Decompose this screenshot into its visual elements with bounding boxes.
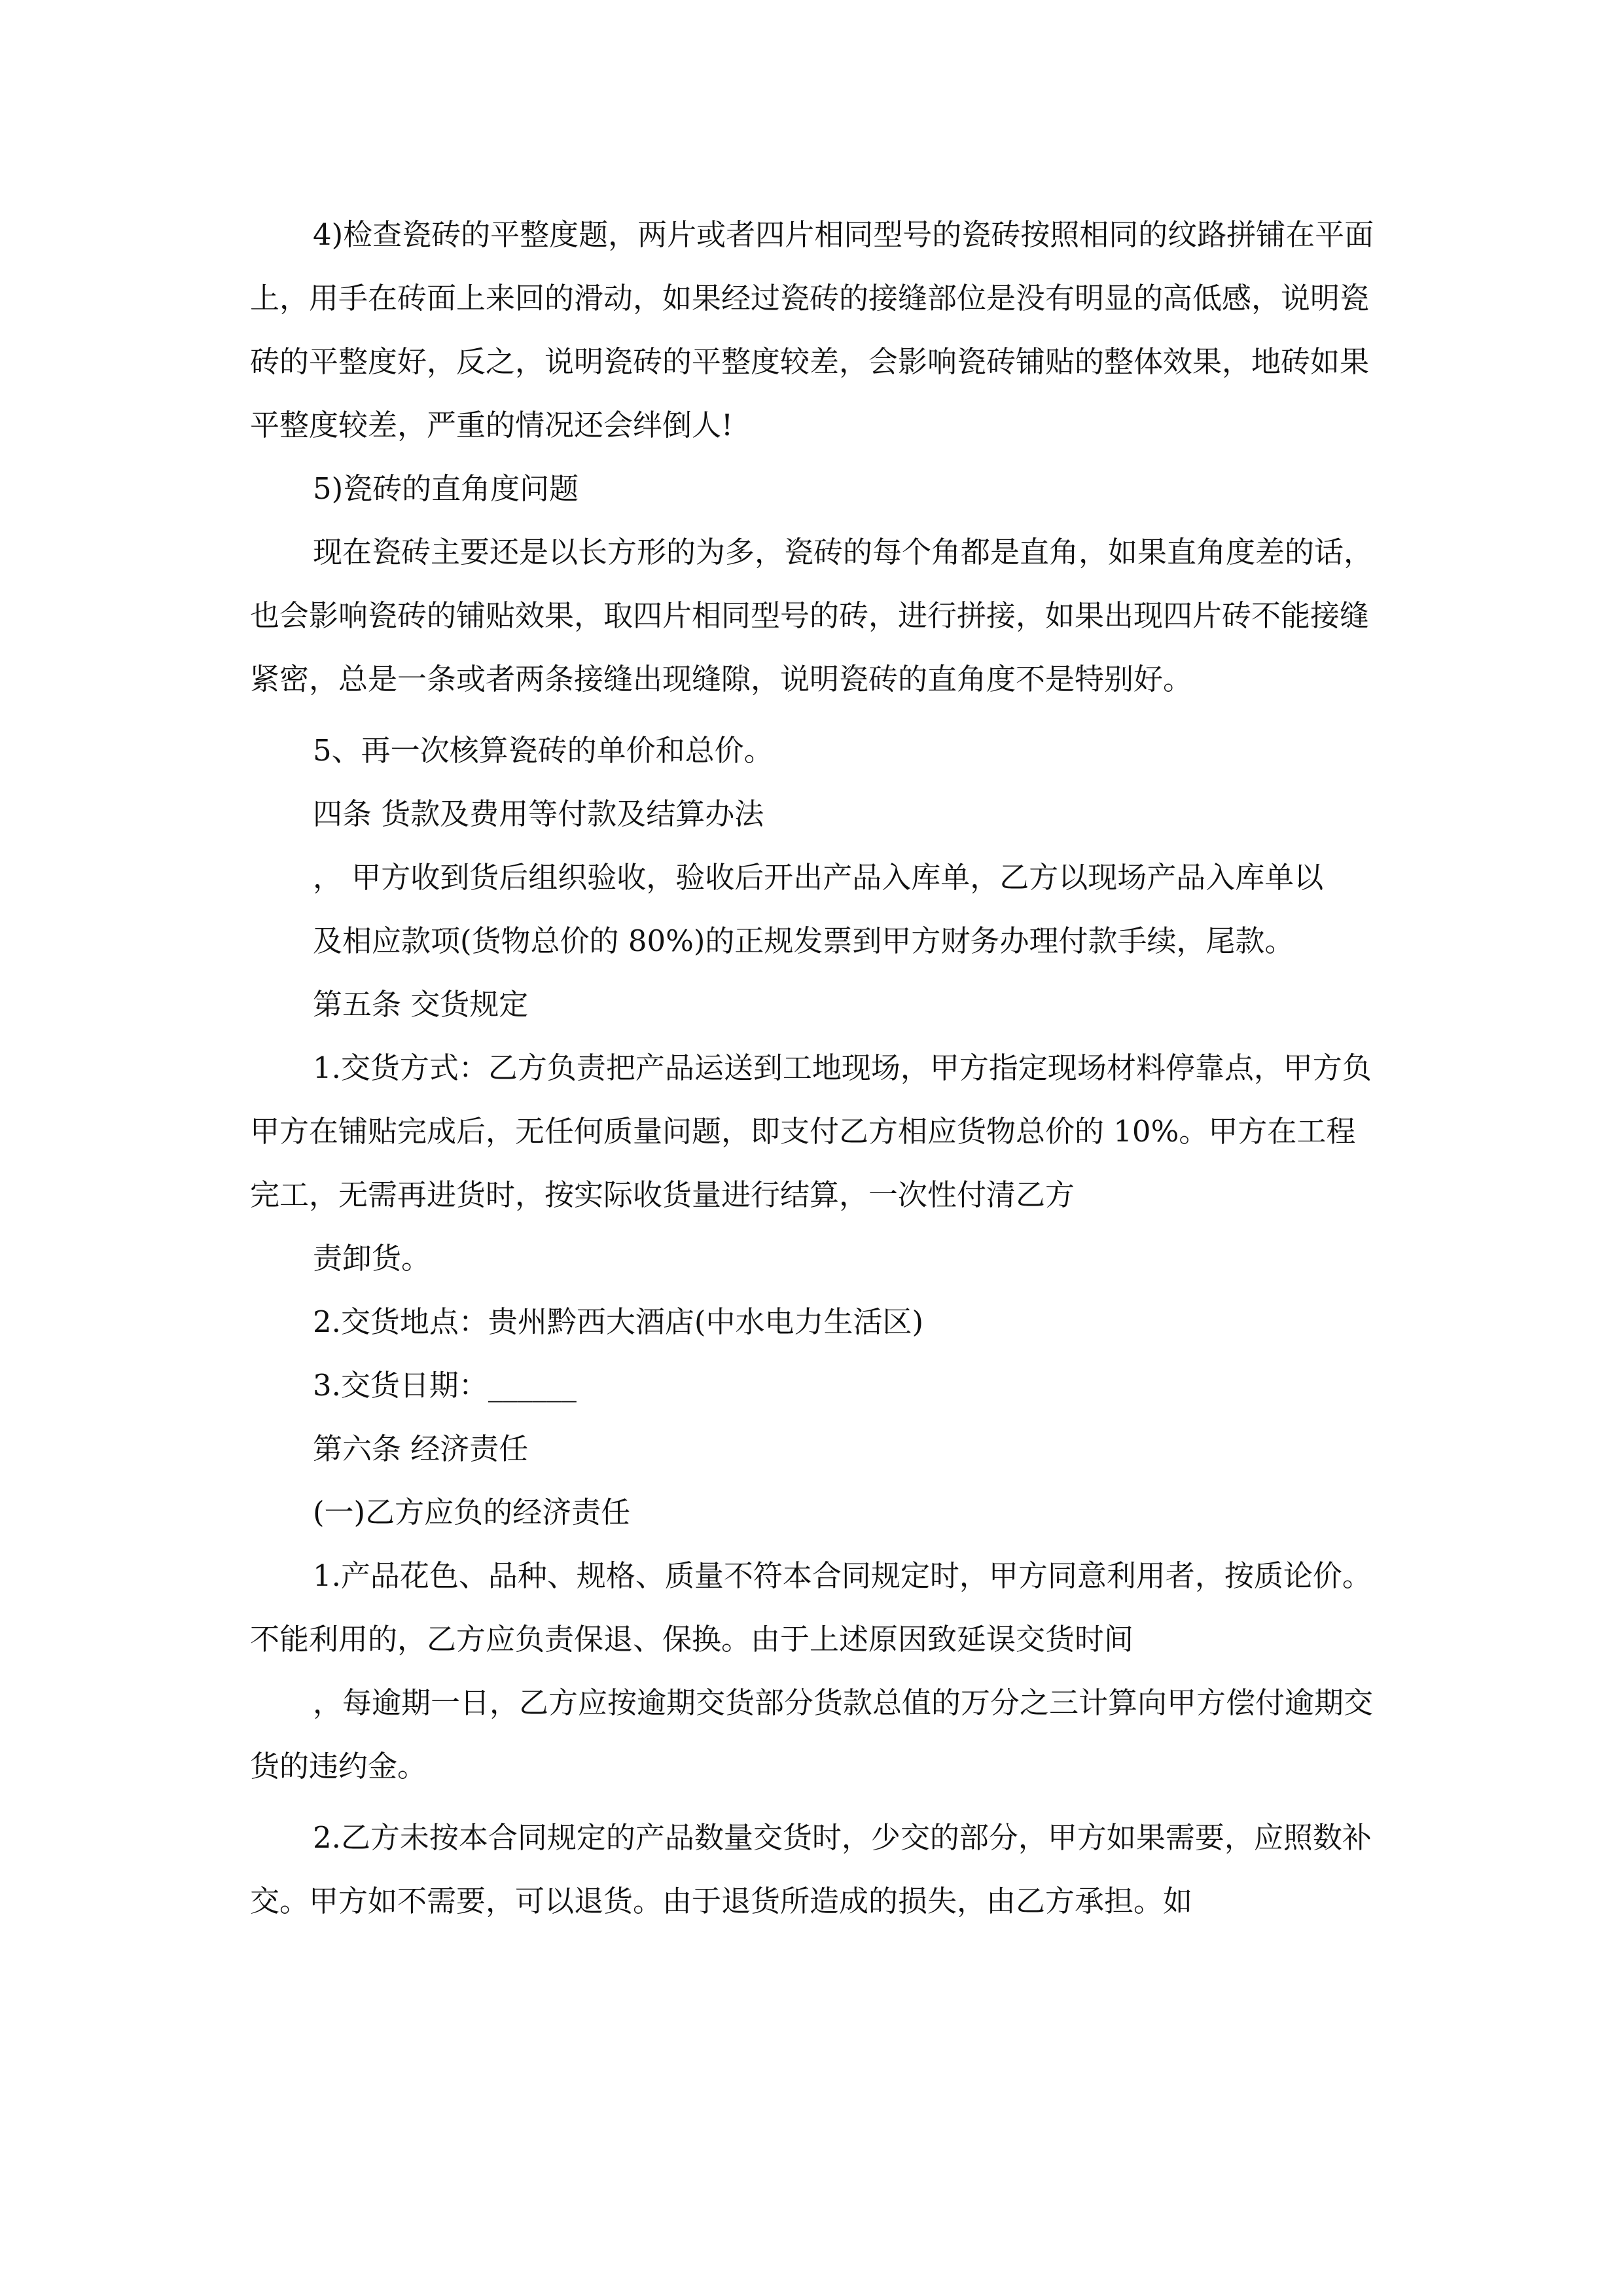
paragraph-late-penalty: ，每逾期一日，乙方应按逾期交货部分货款总值的万分之三计算向甲方偿付逾期交 货的违约金。 [250, 1685, 1374, 1784]
paragraph-payment-acceptance: ， 甲方收到货后组织验收，验收后开出产品入库单，乙方以现场产品入库单以 [313, 860, 1324, 895]
paragraph-payment-invoice: 及相应款项(货物总价的 80%)的正规发票到甲方财务办理付款手续，尾款。 [313, 924, 1294, 958]
section-title-payment: 四条 货款及费用等付款及结算办法 [313, 797, 764, 831]
paragraph-delivery-location: 2.交货地点：贵州黔西大酒店(中水电力生活区) [313, 1304, 924, 1339]
document-body [250, 203, 1382, 1933]
subsection-title-party-b: (一)乙方应负的经济责任 [313, 1495, 631, 1530]
paragraph-delivery-date: 3.交货日期：______ [313, 1368, 577, 1403]
paragraph-quantity-shortfall: 2.乙方未按本合同规定的产品数量交货时，少交的部分，甲方如果需要，应照数补交。甲方如不需要，可以退货。由于退货所造成的损失，由乙方承担。如 [250, 1820, 1372, 1918]
section-title-delivery: 第五条 交货规定 [313, 987, 529, 1022]
paragraph-flatness-check: 4)检查瓷砖的平整度题，两片或者四片相同型号的瓷砖按照相同的纹路拼铺在平面上，用手在砖面上来回的滑动，如果经过瓷砖的接缝部位是没有明显的高低感，说明瓷砖的平整度好，反之，说明瓷砖的平整度较差，会影响瓷砖铺贴的整体效果，地砖如果平整度较差，严重的情况还会绊倒人! [250, 217, 1374, 442]
section-title-liability: 第六条 经济责任 [313, 1431, 529, 1466]
paragraph-quality-nonconformity: 1.产品花色、品种、规格、质量不符本合同规定时，甲方同意利用者，按质论价。不能利用的，乙方应负责保退、保换。由于上述原因致延误交货时间 [250, 1558, 1372, 1657]
paragraph-price-check: 5、再一次核算瓷砖的单价和总价。 [313, 733, 774, 768]
paragraph-unloading: 责卸货。 [313, 1241, 431, 1276]
paragraph-right-angle-body: 现在瓷砖主要还是以长方形的为多，瓷砖的每个角都是直角，如果直角度差的话，也会影响瓷砖的铺贴效果，取四片相同型号的砖，进行拼接，如果出现四片砖不能接缝紧密，总是一条或者两条接缝出现缝隙，说明瓷砖的直角度不是特别好。 [250, 535, 1374, 696]
paragraph-right-angle-heading: 5)瓷砖的直角度问题 [313, 471, 579, 506]
paragraph-delivery-method: 1.交货方式：乙方负责把产品运送到工地现场，甲方指定现场材料停靠点，甲方负甲方在铺贴完成后，无任何质量问题，即支付乙方相应货物总价的 10%。甲方在工程完工，无需再进货时，按实际收货量进行结算，一次性付清乙方 [250, 1050, 1372, 1212]
